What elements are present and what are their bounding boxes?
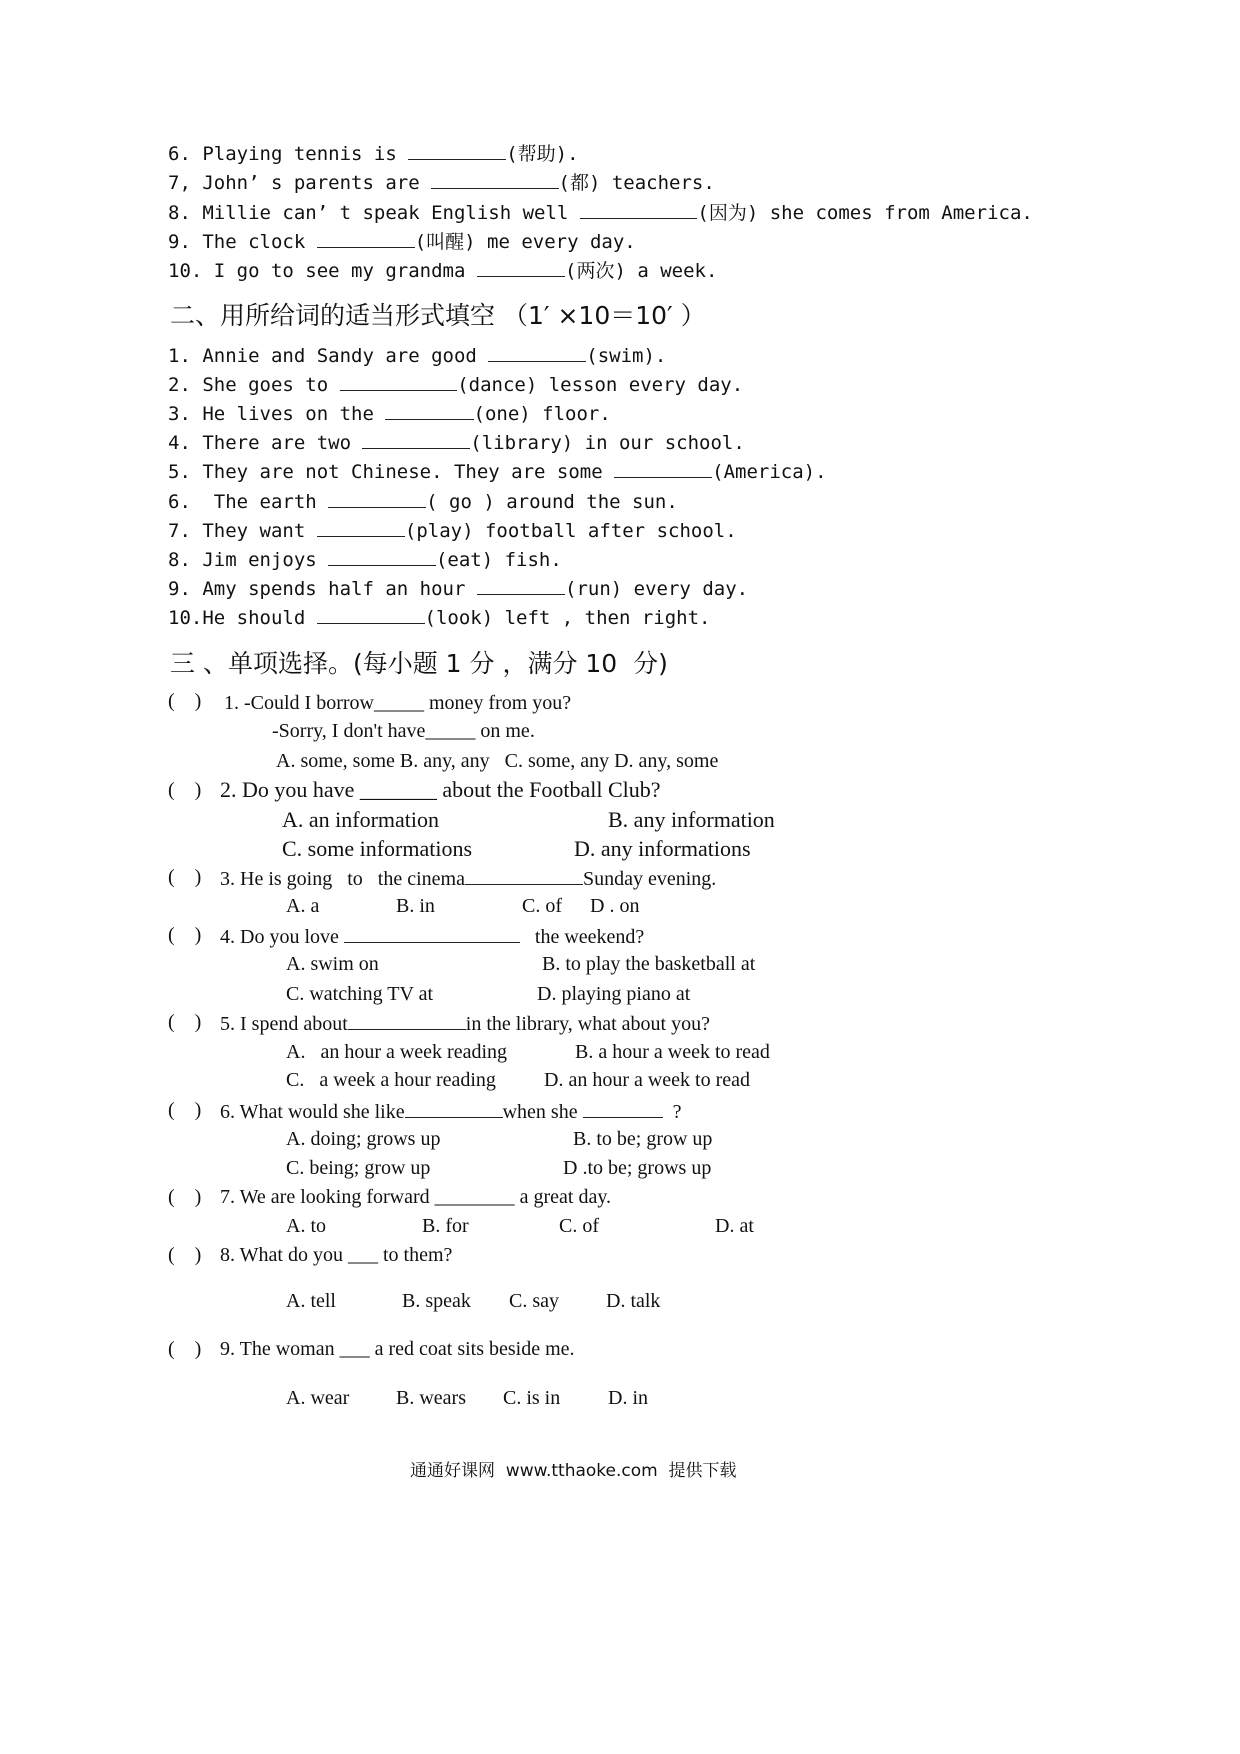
q7-stem: 7. We are looking forward ________ a great day. — [220, 1186, 612, 1208]
answer-paren[interactable]: ( ) — [168, 690, 202, 712]
answer-blank[interactable] — [317, 229, 415, 248]
q5-option-b: B. a hour a week to read — [575, 1041, 770, 1063]
answer-blank[interactable] — [583, 1099, 663, 1118]
answer-blank[interactable] — [317, 605, 425, 624]
q8-option-b: B. speak — [402, 1290, 471, 1312]
q6-option-d: D .to be; grows up — [563, 1157, 712, 1179]
answer-blank[interactable] — [488, 343, 586, 362]
page-footer: 通通好课网 www.tthaoke.com 提供下载 — [410, 1461, 737, 1481]
q4-option-b: B. to play the basketball at — [542, 953, 756, 975]
q2-option-d: D. any informations — [574, 836, 751, 861]
q4-option-a: A. swim on — [286, 953, 379, 975]
item-text: 3. He lives on the — [168, 403, 386, 426]
q5-option-c: C. a week a hour reading — [286, 1069, 496, 1091]
item-hint: (帮助). — [506, 143, 579, 165]
q4-stem: 4. Do you love the weekend? — [220, 926, 645, 948]
answer-paren[interactable]: ( ) — [168, 1338, 202, 1360]
answer-paren[interactable]: ( ) — [168, 866, 202, 888]
q1-stem: 1. -Could I borrow_____ money from you? — [224, 692, 572, 714]
q2-option-a: A. an information — [282, 807, 440, 832]
p2-item — [168, 401, 611, 425]
answer-blank[interactable] — [465, 866, 583, 885]
answer-blank[interactable] — [317, 518, 405, 537]
q4-option-c: C. watching TV at — [286, 983, 434, 1005]
answer-paren[interactable]: ( ) — [168, 1011, 202, 1033]
p1-item — [168, 168, 715, 195]
answer-paren[interactable]: ( ) — [168, 1099, 202, 1121]
item-hint: (两次) a week. — [565, 260, 718, 283]
p1-item — [168, 227, 636, 254]
p2-item — [168, 518, 737, 542]
item-hint: (library) in our school. — [470, 432, 745, 455]
answer-paren[interactable]: ( ) — [168, 779, 202, 801]
answer-blank[interactable] — [340, 372, 458, 391]
item-hint: (都) teachers. — [558, 172, 715, 195]
item-text: 8. Jim enjoys — [168, 548, 329, 571]
p2-item — [168, 576, 748, 600]
answer-blank[interactable] — [477, 576, 565, 595]
q6-stem: 6. What would she like when she ? — [220, 1101, 682, 1123]
item-text: 4. There are two — [168, 432, 363, 455]
answer-paren[interactable]: ( ) — [168, 1244, 202, 1266]
item-text: 7, John’ s parents are — [168, 172, 432, 195]
q5-stem: 5. I spend about in the library, what about you? — [220, 1013, 710, 1035]
q8-option-a: A. tell — [286, 1290, 336, 1312]
p2-item — [168, 372, 743, 396]
item-text: 9. The clock — [168, 230, 317, 253]
answer-paren[interactable]: ( ) — [168, 1186, 202, 1208]
p2-item — [168, 547, 562, 571]
q3-option-b: B. in — [396, 895, 435, 917]
q3-option-c: C. of — [522, 895, 562, 917]
q4-option-d: D. playing piano at — [537, 983, 691, 1005]
item-hint: (因为) she comes from America. — [697, 201, 1033, 224]
item-hint: (叫醒) me every day. — [414, 230, 636, 253]
item-hint: (one) floor. — [473, 403, 611, 426]
q1-options: A. some, some B. any, any C. some, any D. any, some — [276, 750, 719, 772]
q3-option-a: A. a — [286, 895, 320, 917]
answer-blank[interactable] — [385, 401, 473, 420]
answer-blank[interactable] — [344, 924, 520, 943]
answer-blank[interactable] — [614, 459, 712, 478]
item-text: 6. The earth — [168, 490, 329, 513]
item-text: 10. I go to see my grandma — [168, 260, 477, 283]
q3-stem: 3. He is going to the cinema Sunday evening. — [220, 868, 717, 890]
q6-option-a: A. doing; grows up — [286, 1128, 441, 1150]
q7-option-c: C. of — [559, 1215, 599, 1237]
item-hint: (run) every day. — [565, 577, 749, 600]
q5-option-d: D. an hour a week to read — [544, 1069, 751, 1091]
answer-blank[interactable] — [580, 200, 698, 219]
q9-option-b: B. wears — [396, 1387, 466, 1409]
item-hint: (swim). — [586, 345, 667, 367]
answer-blank[interactable] — [477, 258, 565, 277]
answer-blank[interactable] — [408, 141, 506, 160]
section-3-heading: 三 、单项选择。(每小题 1 分 ，满分 10 分) — [170, 649, 668, 678]
item-hint: (eat) fish. — [435, 548, 562, 571]
q7-option-a: A. to — [286, 1215, 326, 1237]
q2-stem: 2. Do you have _______ about the Football Club? — [220, 777, 661, 802]
item-text: 1. Annie and Sandy are good — [168, 345, 489, 367]
item-text: 9. Amy spends half an hour — [168, 577, 477, 600]
q1-stem-2: -Sorry, I don't have_____ on me. — [272, 720, 535, 742]
p1-item — [168, 198, 1033, 225]
item-text: 10.He should — [168, 606, 317, 629]
q7-option-b: B. for — [422, 1215, 469, 1237]
q9-option-d: D. in — [608, 1387, 648, 1409]
q9-option-a: A. wear — [286, 1387, 350, 1409]
item-hint: (dance) lesson every day. — [457, 374, 744, 397]
item-hint: ( go ) around the sun. — [426, 490, 678, 513]
q3-option-d: D . on — [590, 895, 640, 917]
answer-blank[interactable] — [348, 1011, 466, 1030]
item-text: 7. They want — [168, 519, 317, 542]
item-hint: (America). — [712, 461, 827, 484]
q5-option-a: A. an hour a week reading — [286, 1041, 508, 1063]
answer-paren[interactable]: ( ) — [168, 924, 202, 946]
q8-option-c: C. say — [509, 1290, 559, 1312]
q6-option-b: B. to be; grow up — [573, 1128, 713, 1150]
p2-item — [168, 459, 827, 483]
p1-item — [168, 139, 579, 166]
p2-item — [168, 605, 711, 629]
answer-blank[interactable] — [362, 430, 470, 449]
answer-blank[interactable] — [328, 547, 436, 566]
item-text: 8. Millie can’ t speak English well — [168, 201, 580, 224]
p1-item — [168, 256, 717, 283]
answer-blank[interactable] — [405, 1099, 503, 1118]
q9-option-c: C. is in — [503, 1387, 561, 1409]
q7-option-d: D. at — [715, 1215, 754, 1237]
item-hint: (play) football after school. — [404, 519, 737, 542]
p2-item — [168, 489, 678, 513]
q8-stem: 8. What do you ___ to them? — [220, 1244, 453, 1266]
item-text: 2. She goes to — [168, 374, 340, 397]
answer-blank[interactable] — [328, 489, 426, 508]
p2-item — [168, 430, 745, 454]
item-text: 6. Playing tennis is — [168, 143, 409, 165]
p2-item — [168, 343, 666, 367]
q9-stem: 9. The woman ___ a red coat sits beside me. — [220, 1338, 575, 1360]
answer-blank[interactable] — [431, 170, 558, 189]
q8-option-d: D. talk — [606, 1290, 661, 1312]
q2-option-b: B. any information — [608, 807, 775, 832]
q2-option-c: C. some informations — [282, 836, 473, 861]
item-text: 5. They are not Chinese. They are some — [168, 461, 615, 484]
item-hint: (look) left , then right. — [424, 606, 711, 629]
q6-option-c: C. being; grow up — [286, 1157, 431, 1179]
section-2-heading: 二、用所给词的适当形式填空 （1′ ×10＝10′ ） — [170, 301, 706, 330]
